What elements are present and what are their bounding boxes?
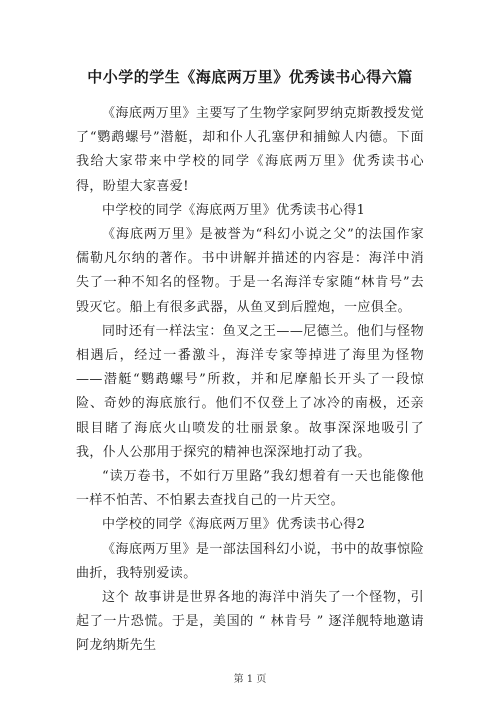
body-paragraph: 《海底两万里》是一部法国科幻小说，书中的故事惊险曲折，我特别爱读。 [76, 541, 424, 581]
body-paragraph: 同时还有一样法宝：鱼叉之王——尼德兰。他们与怪物相遇后，经过一番激斗，海洋专家等掉进了海里为怪物——潜艇“鹦鹉螺号”所救，并和尼摩船长开头了一段惊险、奇妙的海底旅行。他们不仅登上了冰冷的南极，还亲眼目睹了海底火山喷发的壮丽景象。故事深深地吸引了我，仆人公那用于探究的精神也深深地打动了我。 [76, 323, 424, 460]
section-heading-1: 中学校的同学《海底两万里》优秀读书心得1 [102, 202, 366, 218]
body-paragraph: 这个 故事讲是世界各地的海洋中消失了一个怪物，引起了一片恐慌。于是，美国的 “ 林肯号 ” 逐洋舰特地邀请阿龙纳斯先生 [76, 590, 424, 654]
body-paragraph: 《海底两万里》是被誉为“科幻小说之父”的法国作家儒勒凡尔纳的著作。书中讲解并描述的内容是：海洋中消失了一种不知名的怪物。于是一名海洋专家随“林肯号”去毁灭它。船上有很多武器，从鱼叉到后膛炮，一应俱全。 [76, 227, 424, 315]
page-number: 第 1 页 [233, 674, 267, 685]
document-title: 中小学的学生《海底两万里》优秀读书心得六篇 [87, 68, 413, 86]
intro-paragraph: 《海底两万里》主要写了生物学家阿罗纳克斯教授发觉了“鹦鹉螺号”潜艇，却和仆人孔塞伊和捕鲸人内德。下面我给大家带来中学校的同学《海底两万里》优秀读书心得，盼望大家喜爱! [76, 106, 424, 194]
body-paragraph: “读万卷书，不如行万里路”我幻想着有一天也能像他一样不怕苦、不怕累去查找自己的一片天空。 [76, 469, 424, 509]
section-heading-2: 中学校的同学《海底两万里》优秀读书心得2 [102, 517, 366, 533]
